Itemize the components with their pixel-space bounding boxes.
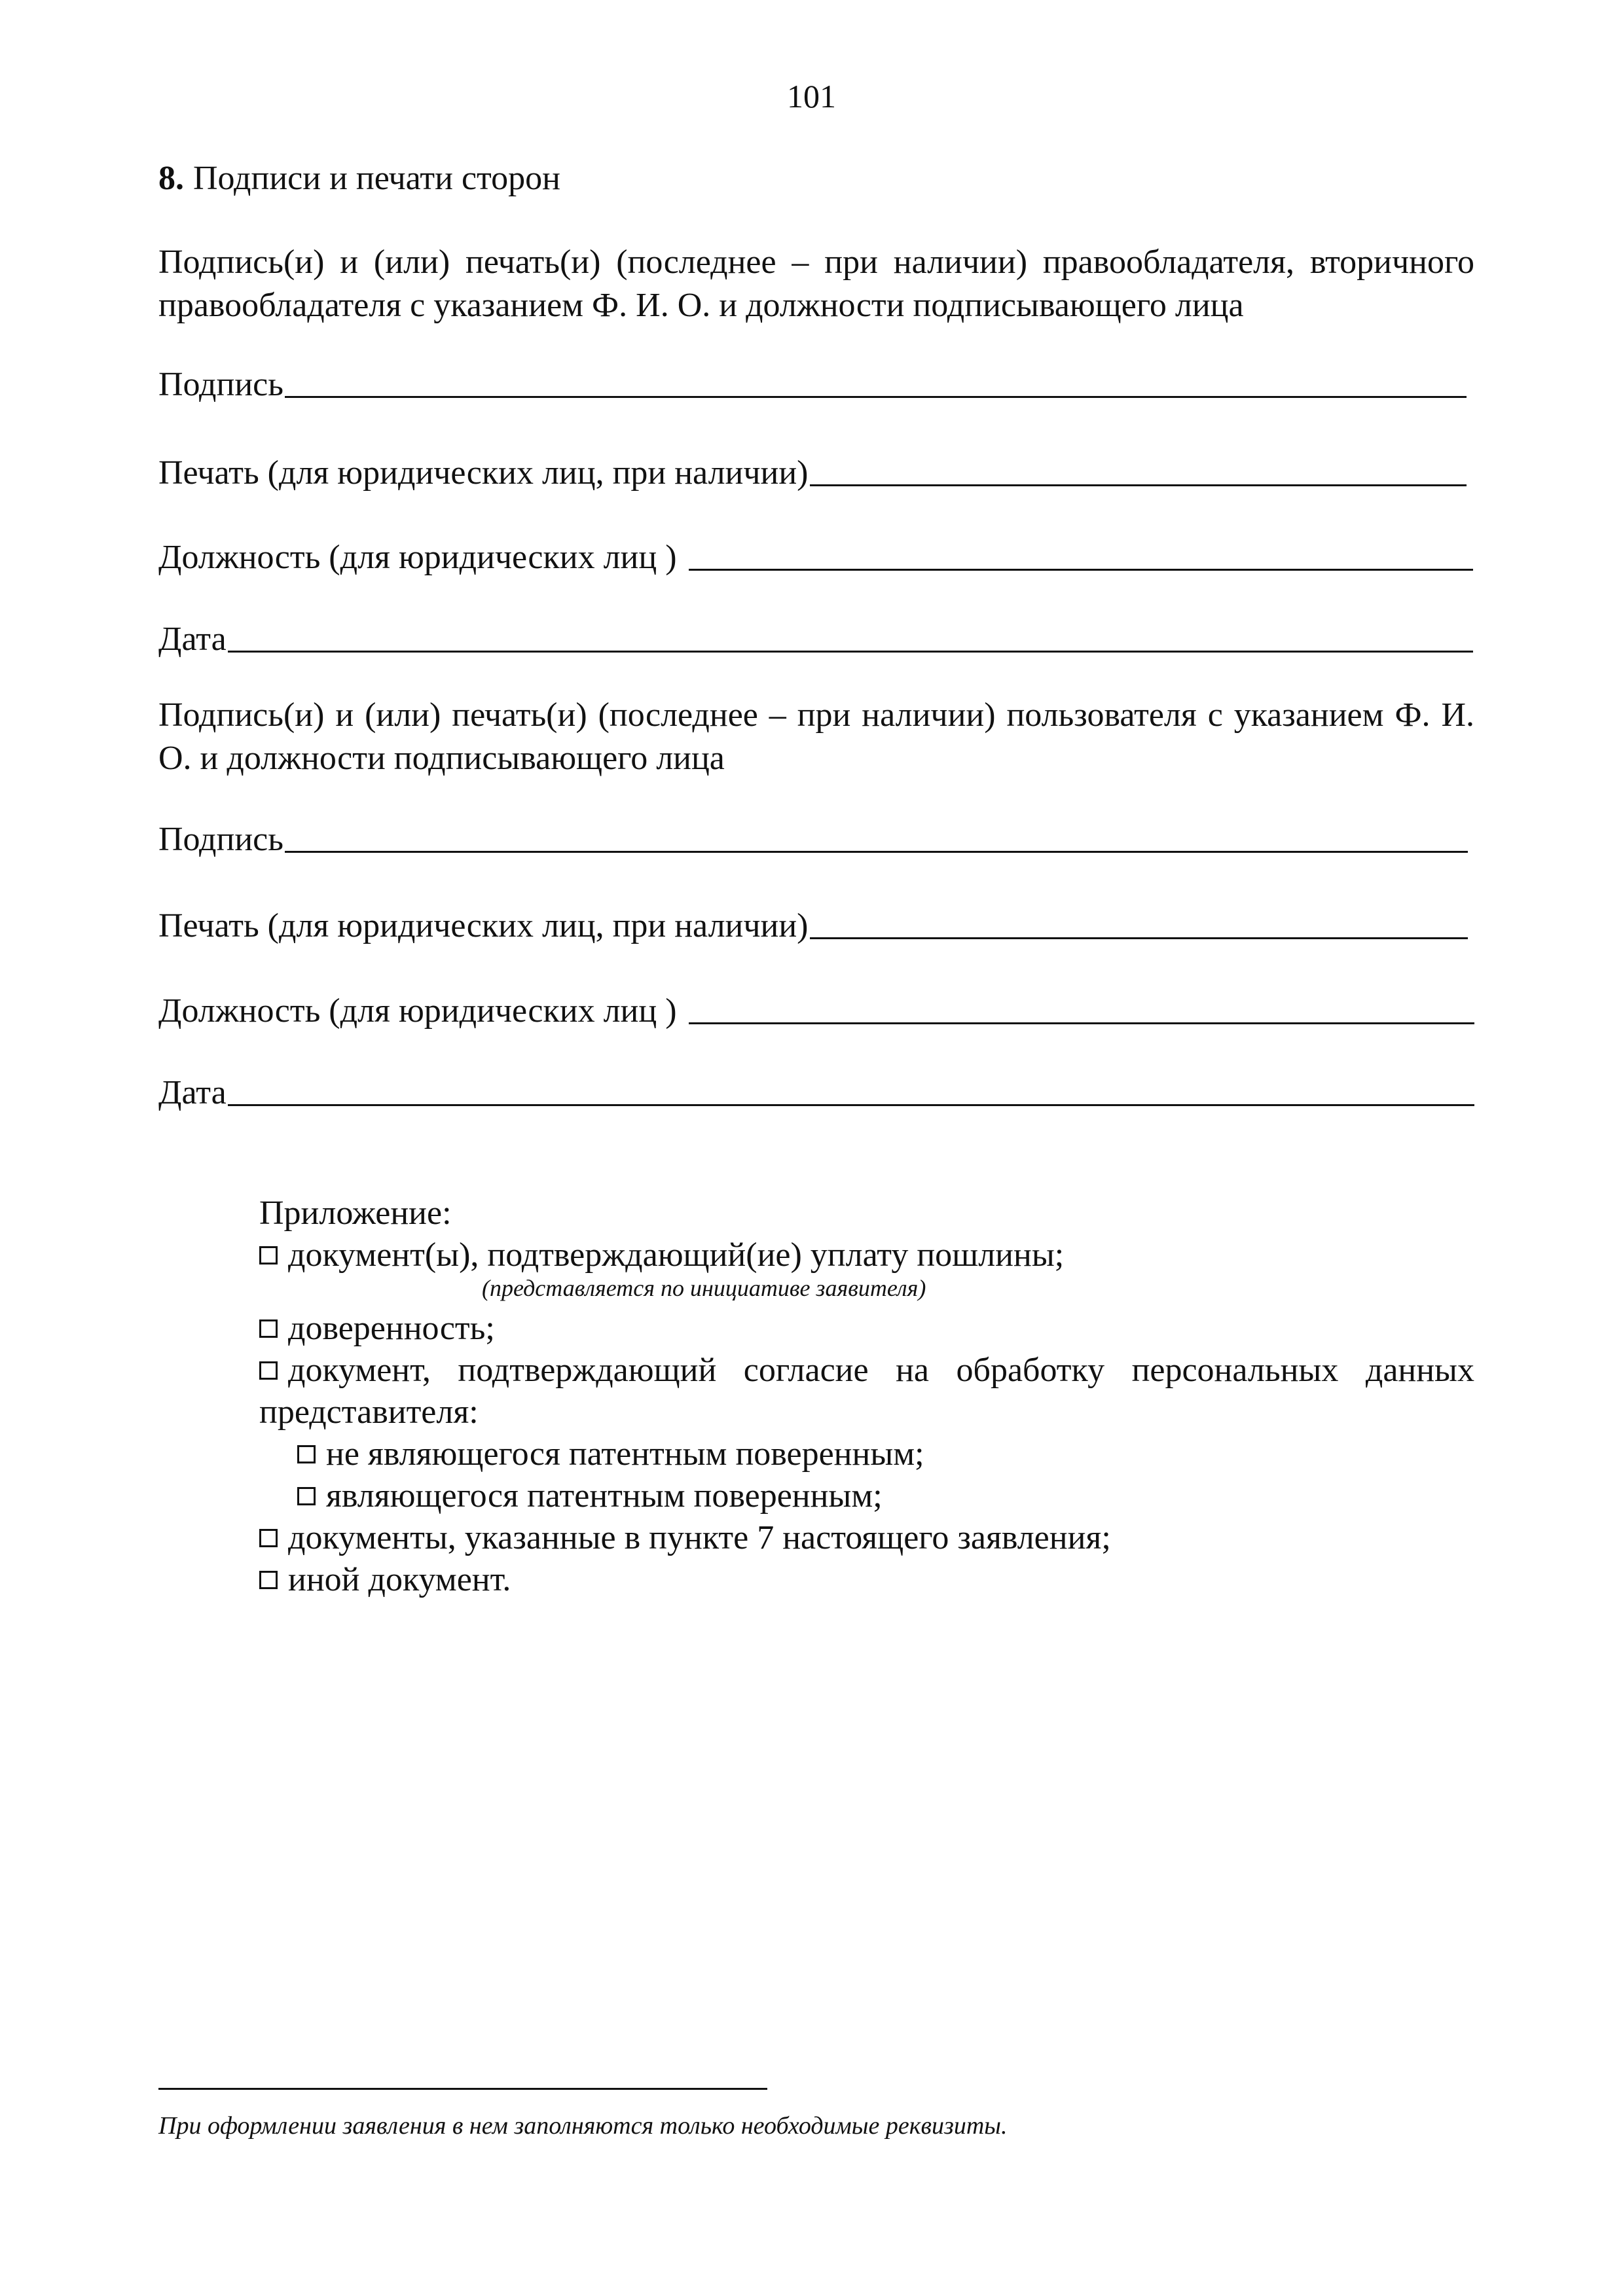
attachment-label: не являющегося патентным поверенным; bbox=[326, 1435, 924, 1473]
holder-date-field[interactable] bbox=[158, 613, 1473, 659]
attachment-personal-data-consent bbox=[259, 1350, 1474, 1433]
section-number: 8. bbox=[158, 160, 184, 197]
footnote-divider bbox=[158, 2088, 767, 2090]
user-position-label: Должность (для юридических лиц ) bbox=[158, 992, 677, 1030]
holder-position-field[interactable] bbox=[158, 531, 1473, 577]
checkbox-icon[interactable] bbox=[297, 1487, 316, 1505]
user-date-field[interactable] bbox=[158, 1067, 1474, 1113]
holder-seal-line[interactable] bbox=[810, 484, 1467, 486]
attachment-power-of-attorney bbox=[259, 1308, 1474, 1350]
section-title bbox=[158, 159, 560, 198]
holder-seal-field[interactable] bbox=[158, 447, 1467, 493]
checkbox-icon[interactable] bbox=[259, 1529, 278, 1547]
user-date-label: Дата bbox=[158, 1074, 227, 1111]
attachment-label: доверенность; bbox=[288, 1310, 495, 1347]
holder-date-line[interactable] bbox=[228, 651, 1473, 653]
holder-position-label: Должность (для юридических лиц ) bbox=[158, 539, 677, 576]
attachment-patent-attorney bbox=[259, 1475, 1474, 1517]
user-signature-field[interactable] bbox=[158, 814, 1468, 859]
checkbox-icon[interactable] bbox=[259, 1246, 278, 1265]
holder-seal-label: Печать (для юридических лиц, при наличии) bbox=[158, 454, 809, 492]
attachment-label: являющегося патентным поверенным; bbox=[326, 1477, 883, 1515]
attachment-not-patent-attorney bbox=[259, 1433, 1474, 1475]
user-position-field[interactable] bbox=[158, 985, 1474, 1031]
checkbox-icon[interactable] bbox=[259, 1571, 278, 1589]
attachment-label: документы, указанные в пункте 7 настоящего заявления; bbox=[288, 1519, 1111, 1556]
attachment-fee-document bbox=[259, 1234, 1474, 1276]
user-signature-line[interactable] bbox=[285, 851, 1468, 853]
page-number: 101 bbox=[787, 78, 836, 115]
holder-position-line[interactable] bbox=[689, 569, 1473, 571]
attachment-other-document bbox=[259, 1559, 1474, 1601]
holder-signature-line[interactable] bbox=[285, 396, 1467, 398]
attachment-item-7-documents bbox=[259, 1517, 1474, 1559]
user-seal-line[interactable] bbox=[810, 937, 1468, 939]
attachment-label: документ(ы), подтверждающий(ие) уплату пошлины; bbox=[288, 1236, 1065, 1274]
user-date-line[interactable] bbox=[228, 1104, 1474, 1106]
user-seal-field[interactable] bbox=[158, 900, 1468, 946]
user-seal-label: Печать (для юридических лиц, при наличии) bbox=[158, 907, 809, 944]
user-signature-label: Подпись bbox=[158, 821, 283, 858]
checkbox-icon[interactable] bbox=[297, 1445, 316, 1463]
attachments-section bbox=[259, 1193, 1474, 1601]
attachment-label: иной документ. bbox=[288, 1561, 511, 1598]
holder-signature-field[interactable] bbox=[158, 359, 1467, 404]
footnote: При оформлении заявления в нем заполняются только необходимые реквизиты. bbox=[158, 2112, 1008, 2140]
user-intro: Подпись(и) и (или) печать(и) (последнее – при наличии) пользователя с указанием Ф. И. О. и должности подписывающего лица bbox=[158, 696, 1474, 777]
fee-note: (представляется по инициативе заявителя) bbox=[482, 1275, 926, 1301]
checkbox-icon[interactable] bbox=[259, 1361, 278, 1380]
checkbox-icon[interactable] bbox=[259, 1319, 278, 1338]
attachments-heading: Приложение: bbox=[259, 1194, 452, 1232]
user-position-line[interactable] bbox=[689, 1022, 1474, 1024]
holder-date-label: Дата bbox=[158, 620, 227, 658]
holder-intro: Подпись(и) и (или) печать(и) (последнее – при наличии) правообладателя, вторичного правообладателя с указанием Ф. И. О. и должности подписывающего лица bbox=[158, 243, 1474, 324]
section-title-text: Подписи и печати сторон bbox=[193, 160, 560, 197]
attachment-label: документ, подтверждающий согласие на обработку персональных данных представителя: bbox=[259, 1352, 1474, 1431]
holder-signature-label: Подпись bbox=[158, 366, 283, 403]
